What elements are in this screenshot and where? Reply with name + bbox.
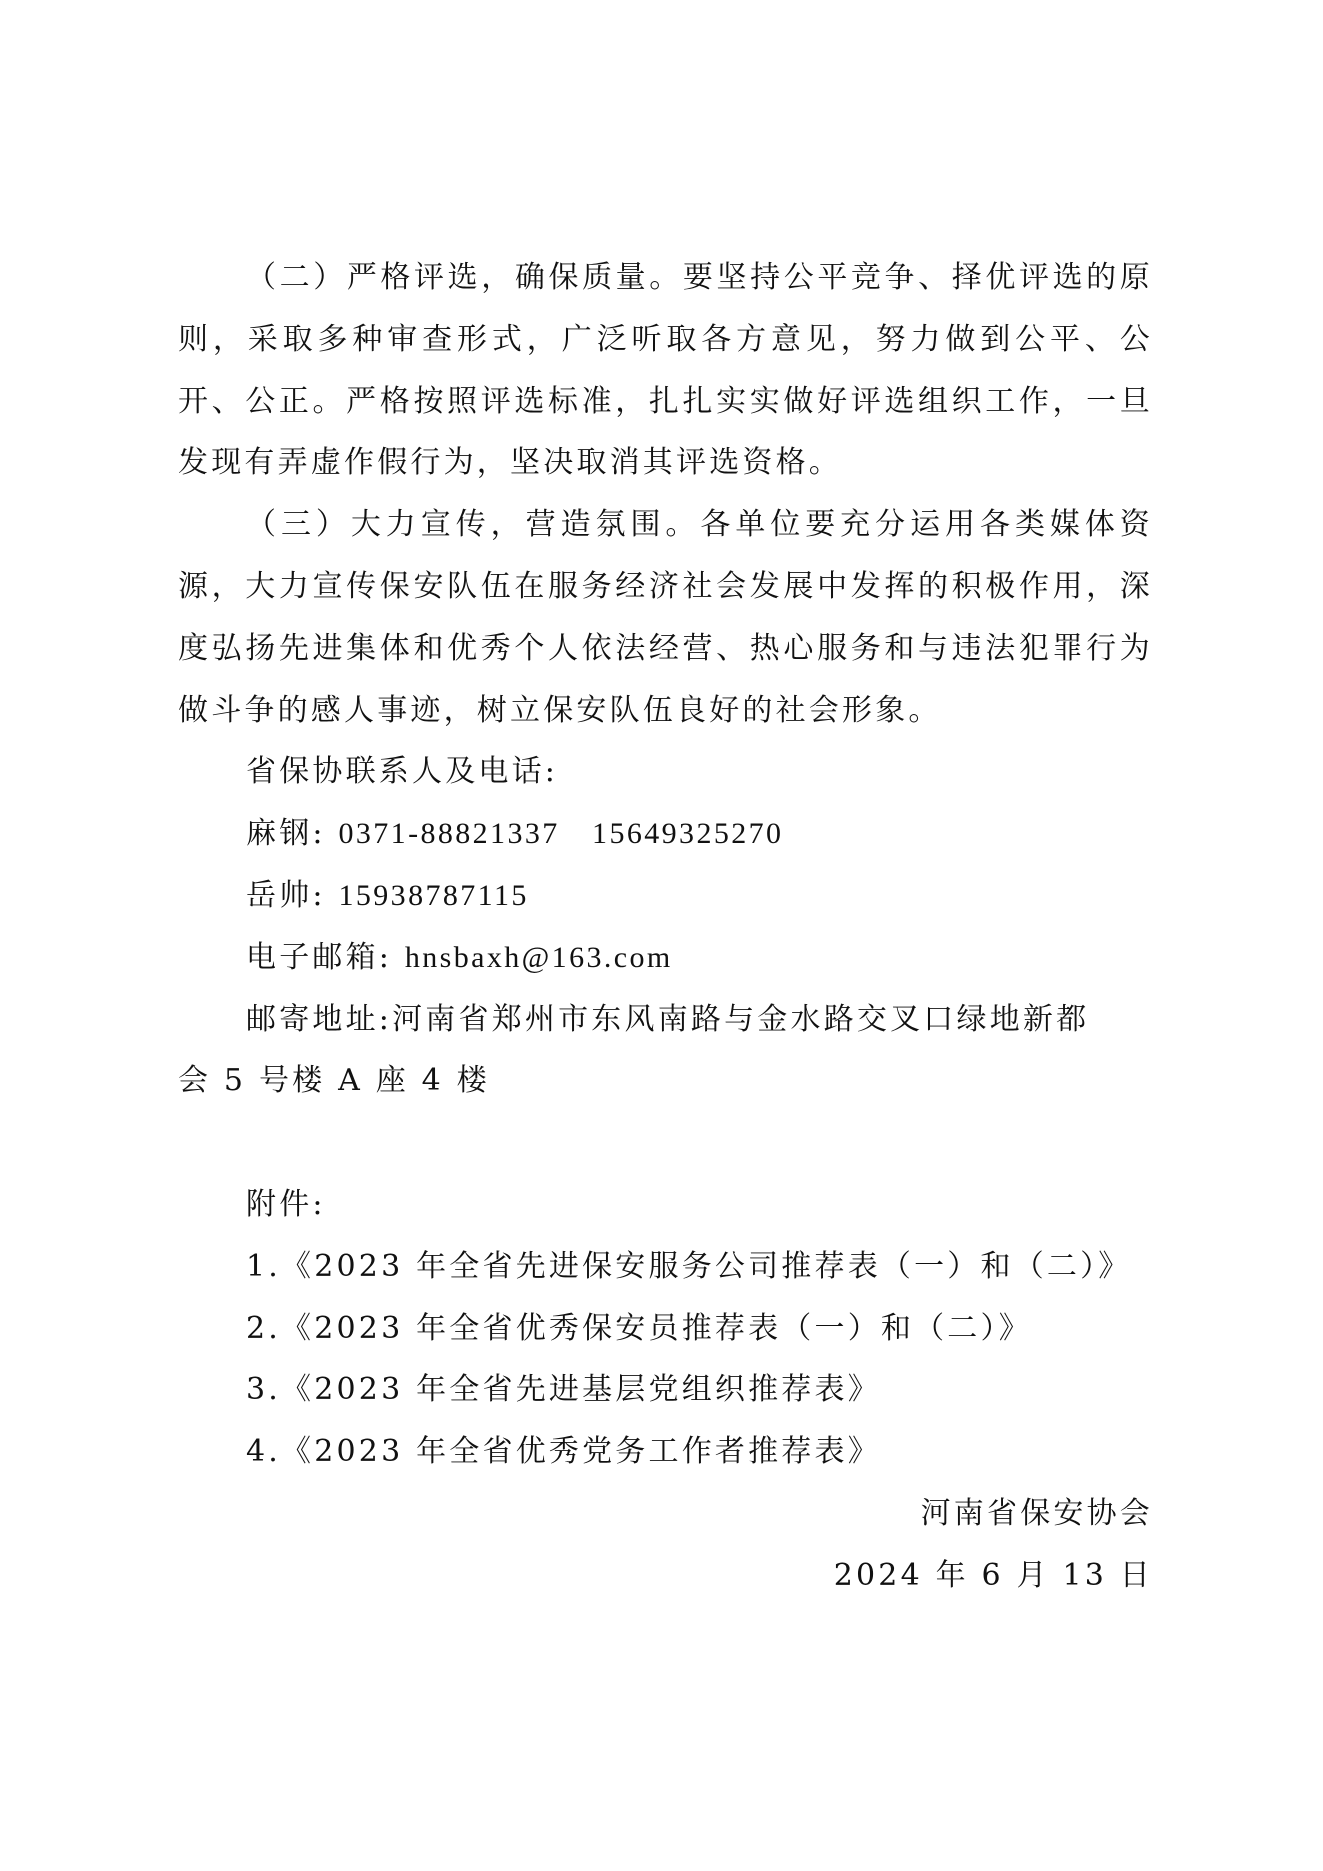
- contact-person-2-label: 岳帅:: [246, 877, 326, 913]
- contact-heading: 省保协联系人及电话:: [246, 754, 559, 790]
- attachment-item-2: 2.《2023 年全省优秀保安员推荐表（一）和（二）》: [246, 1310, 1032, 1346]
- attachment-item-3: 3.《2023 年全省先进基层党组织推荐表》: [246, 1372, 881, 1408]
- contact-address-line-2: 会 5 号楼 A 座 4 楼: [178, 1063, 490, 1099]
- contact-email: [178, 927, 1153, 989]
- contact-email-label: 电子邮箱:: [246, 939, 393, 975]
- attachment-item-4: 4.《2023 年全省优秀党务工作者推荐表》: [246, 1434, 881, 1470]
- contact-address-line-1: 河南省郑州市东风南路与金水路交叉口绿地新都: [392, 1001, 1090, 1037]
- attachment-item-1: 1.《2023 年全省先进保安服务公司推荐表（一）和（二）》: [246, 1248, 1132, 1284]
- contact-person-2-phone: 15938787115: [338, 878, 529, 912]
- contact-address-label: 邮寄地址:: [246, 1001, 393, 1037]
- contact-person-1-phones: 0371-88821337 15649325270: [338, 817, 784, 851]
- signature-organization: 河南省保安协会: [920, 1495, 1153, 1531]
- contact-address: [178, 989, 1153, 1051]
- attachments-heading: 附件:: [246, 1186, 326, 1222]
- section-three-paragraph: （三）大力宣传，营造氛围。各单位要充分运用各类媒体资源，大力宣传保安队伍在服务经济社会发展中发挥的积极作用，深度弘扬先进集体和优秀个人依法经营、热心服务和与违法犯罪行为做斗争的感人事迹，树立保安队伍良好的社会形象。: [178, 507, 1153, 728]
- contact-person-1-label: 麻钢:: [246, 816, 326, 852]
- contact-person-1: [178, 803, 1153, 865]
- contact-email-address: hnsbaxh@163.com: [404, 940, 673, 974]
- document-body: [178, 247, 1153, 1607]
- signature-date: 2024 年 6 月 13 日: [833, 1557, 1153, 1593]
- section-two-paragraph: （二）严格评选，确保质量。要坚持公平竞争、择优评选的原则，采取多种审查形式，广泛听取各方意见，努力做到公平、公开、公正。严格按照评选标准，扎扎实实做好评选组织工作，一旦发现有弄虚作假行为，坚决取消其评选资格。: [178, 260, 1153, 481]
- blank-line: [178, 1112, 1153, 1174]
- contact-person-2: [178, 865, 1153, 927]
